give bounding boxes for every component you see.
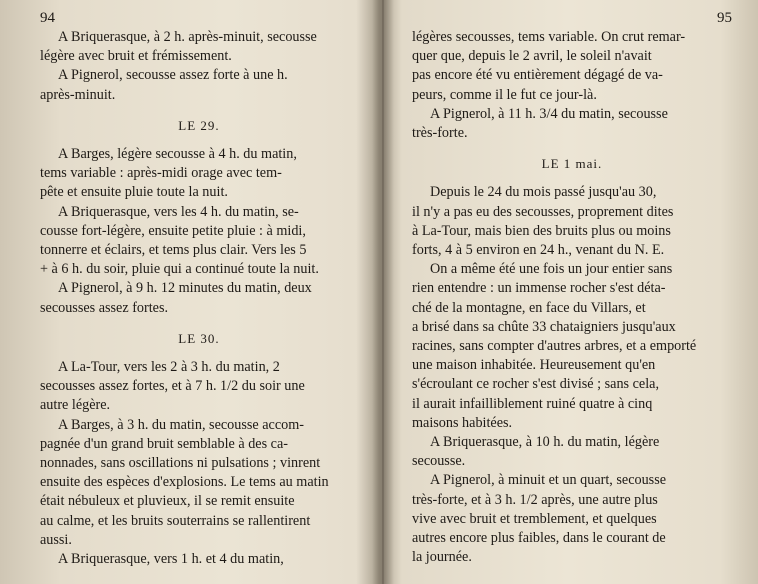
- text-line: autre légère.: [40, 397, 111, 414]
- text-line: tems variable : après-midi orage avec tem-: [40, 165, 282, 182]
- text-line: à La-Tour, mais bien des bruits plus ou moins: [412, 222, 671, 239]
- left-page: [40, 8, 358, 569]
- text-line: A Pignerol, à minuit et un quart, secousse: [430, 472, 667, 489]
- text-line: A Pignerol, à 11 h. 3/4 du matin, secousse: [430, 105, 668, 122]
- text-line: il n'y a pas eu des secousses, proprement dites: [412, 203, 674, 220]
- text-line: A La-Tour, vers les 2 à 3 h. du matin, 2: [58, 359, 280, 376]
- text-line: On a même été une fois un jour entier sans: [430, 261, 673, 278]
- text-line: peurs, comme il le fut ce jour-là.: [412, 86, 597, 103]
- text-line: A Pignerol, secousse assez forte à une h.: [58, 67, 288, 84]
- text-line: autres encore plus faibles, dans le courant de: [412, 530, 666, 547]
- text-line: pête et ensuite pluie toute la nuit.: [40, 184, 228, 201]
- text-line: légères secousses, tems variable. On crut remar-: [412, 29, 686, 45]
- date-heading: LE 1 mai.: [541, 156, 603, 172]
- text-line: forts, 4 à 5 environ en 24 h., venant du N. E.: [412, 242, 665, 259]
- text-line: après-minuit.: [40, 86, 116, 103]
- text-line: racines, sans compter d'autres arbres, et a emporté: [412, 338, 697, 355]
- text-line: A Briquerasque, à 10 h. du matin, légère: [430, 434, 660, 451]
- page-body: [40, 28, 358, 569]
- text-line: ché de la montagne, en face du Villars, et: [412, 299, 646, 316]
- text-line: vive avec bruit et tremblement, et quelques: [412, 510, 657, 527]
- text-line: très-forte.: [412, 125, 468, 142]
- text-line: aussi.: [40, 531, 72, 548]
- text-line: pagnée d'un grand bruit semblable à des ca-: [40, 435, 288, 452]
- text-line: nonnades, sans oscillations ni pulsations ; vinrent: [40, 455, 321, 472]
- text-line: très-forte, et à 3 h. 1/2 après, une autre plus: [412, 491, 658, 508]
- text-line: légère avec bruit et frémissement.: [40, 48, 232, 65]
- text-line: A Pignerol, à 9 h. 12 minutes du matin, deux: [58, 280, 312, 297]
- text-line: secousses assez fortes.: [40, 299, 169, 316]
- text-line: A Barges, à 3 h. du matin, secousse accom-: [58, 416, 304, 433]
- text-line: A Briquerasque, à 2 h. après-minuit, secousse: [58, 29, 317, 45]
- page-number: 94: [40, 10, 55, 26]
- text-line: tonnerre et éclairs, et tems plus clair. Vers les 5: [40, 242, 307, 259]
- text-line: quer que, depuis le 2 avril, le soleil n'avait: [412, 48, 652, 65]
- date-heading: LE 29.: [178, 117, 220, 133]
- text-line: ensuite des espèces d'explosions. Le tems au matin: [40, 474, 329, 491]
- text-line: était nébuleux et pluvieux, il se remit ensuite: [40, 493, 295, 510]
- text-line: maisons habitées.: [412, 414, 513, 431]
- text-line: rien entendre : un immense rocher s'est déta-: [412, 280, 666, 297]
- book-gutter: [372, 0, 394, 584]
- text-line: A Briquerasque, vers 1 h. et 4 du matin,: [58, 551, 284, 568]
- text-line: A Barges, légère secousse à 4 h. du matin,: [58, 146, 297, 163]
- text-line: pas encore été vu entièrement dégagé de va-: [412, 67, 663, 84]
- text-line: Depuis le 24 du mois passé jusqu'au 30,: [430, 184, 657, 201]
- text-line: une maison inhabitée. Heureusement qu'en: [412, 357, 656, 374]
- page-body: [412, 28, 732, 567]
- text-line: au calme, et les bruits souterrains se rallentirent: [40, 512, 311, 529]
- text-line: il aurait infailliblement ruiné quatre à cinq: [412, 395, 653, 412]
- text-line: cousse fort-légère, ensuite petite pluie : à midi,: [40, 222, 306, 239]
- text-line: s'écroulant ce rocher s'est divisé ; sans cela,: [412, 376, 659, 393]
- text-line: a brisé dans sa chûte 33 chataigniers jusqu'aux: [412, 318, 676, 335]
- date-heading: LE 30.: [178, 330, 220, 346]
- text-line: secousses assez fortes, et à 7 h. 1/2 du soir une: [40, 378, 305, 395]
- text-line: + à 6 h. du soir, pluie qui a continué toute la nuit.: [40, 261, 319, 278]
- text-line: A Briquerasque, vers les 4 h. du matin, se-: [58, 203, 299, 220]
- text-line: la journée.: [412, 549, 472, 566]
- page-number: 95: [717, 10, 732, 26]
- right-page: [412, 8, 732, 567]
- text-line: secousse.: [412, 453, 466, 470]
